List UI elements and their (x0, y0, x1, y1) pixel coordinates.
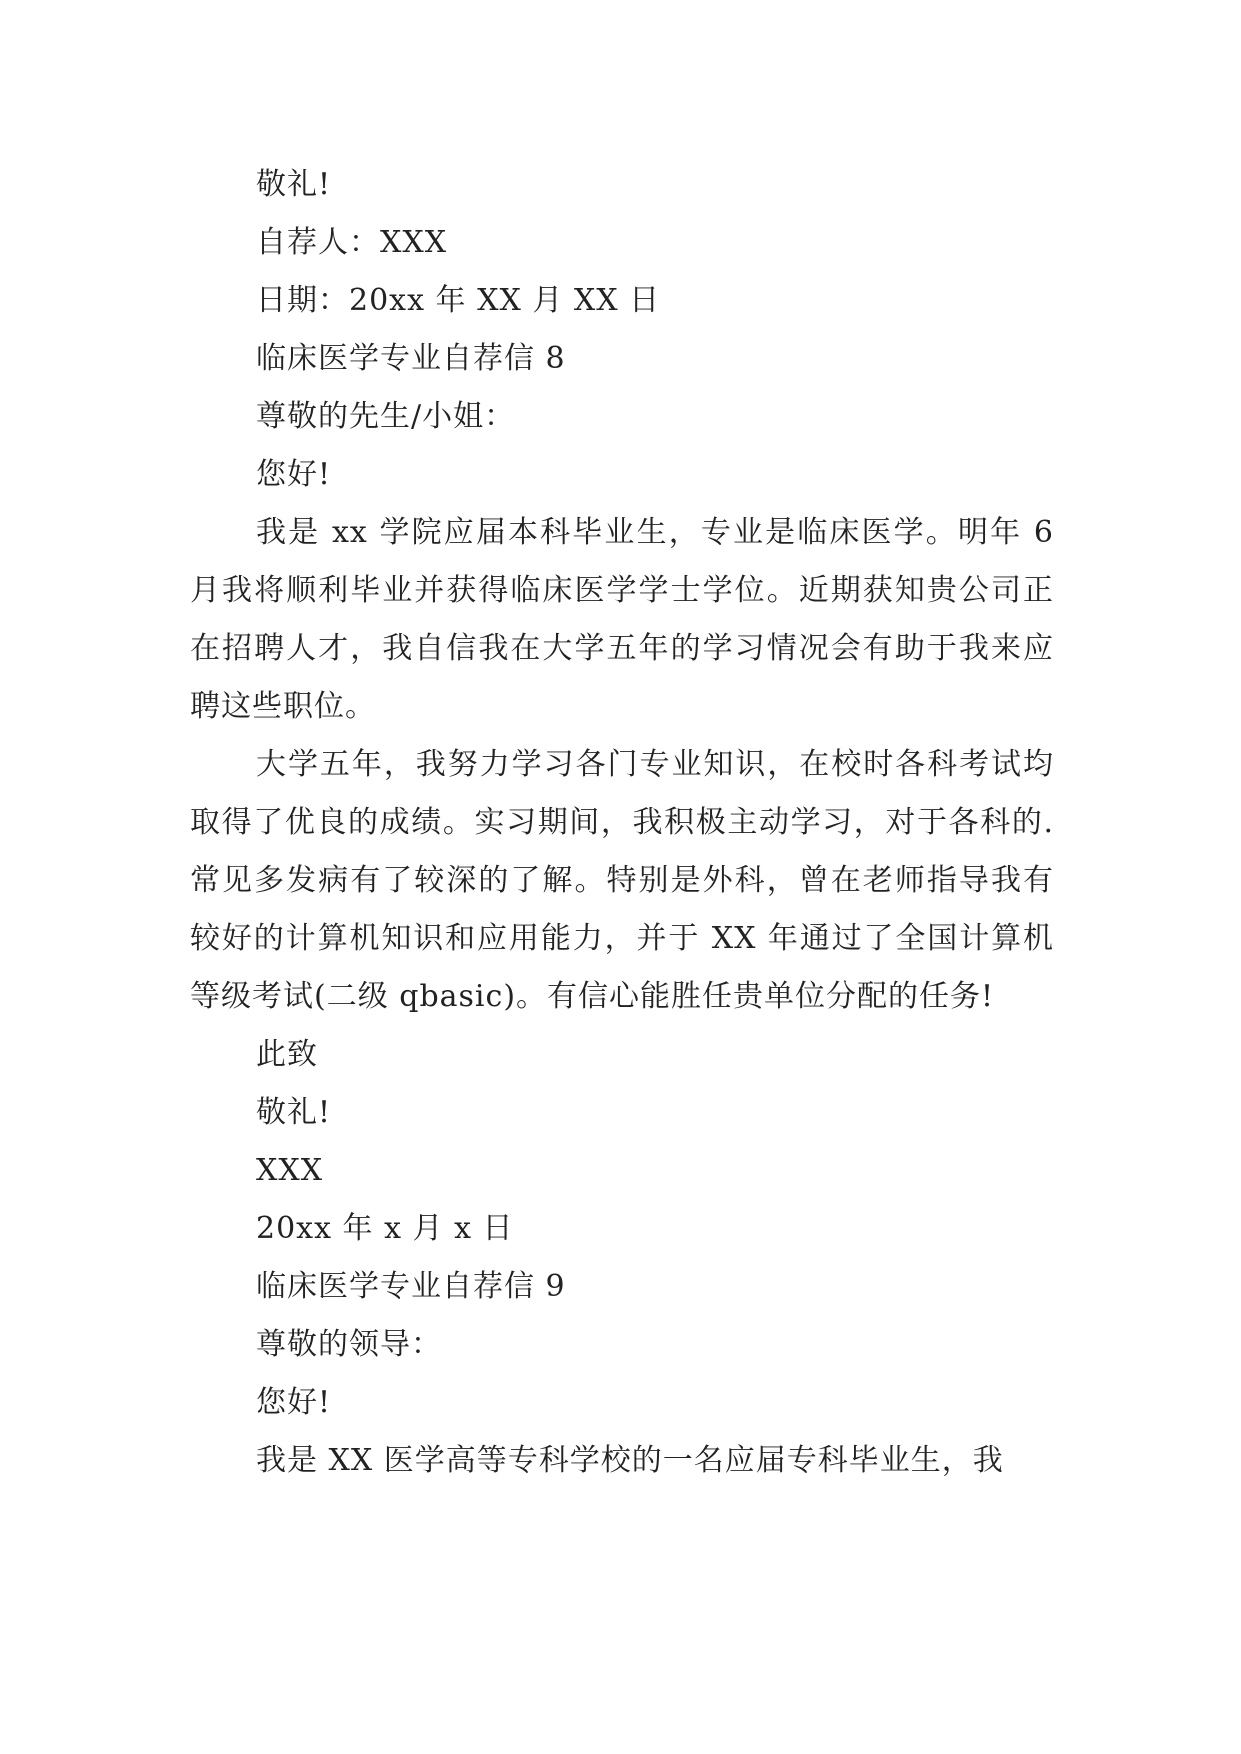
letter-title: 临床医学专业自荐信 9 (256, 1269, 566, 1304)
closing-line: 敬礼! (256, 1095, 332, 1130)
date-line: 20xx 年 x 月 x 日 (256, 1211, 514, 1246)
salutation-line: 尊敬的先生/小姐： (256, 399, 516, 434)
letter-body (190, 156, 1054, 1490)
body-paragraph: 我是 XX 医学高等专科学校的一名应届专科毕业生，我 (256, 1443, 1004, 1478)
signer-line: XXX (256, 1153, 324, 1188)
letter-title: 临床医学专业自荐信 8 (256, 341, 566, 376)
greeting-line: 您好! (256, 457, 332, 492)
regards-line: 此致 (256, 1037, 318, 1072)
salutation-line: 尊敬的领导： (256, 1327, 442, 1362)
greeting-line: 您好! (256, 1385, 332, 1420)
signer-line: 自荐人：XXX (256, 225, 448, 260)
date-line: 日期：20xx 年 XX 月 XX 日 (256, 283, 661, 318)
body-paragraph: 大学五年，我努力学习各门专业知识，在校时各科考试均取得了优良的成绩。实习期间，我积极主动学习，对于各科的.常见多发病有了较深的了解。特别是外科，曾在老师指导我有较好的计算机知识和应用能力，并于 XX 年通过了全国计算机等级考试(二级 qbasic)。有信心能胜任贵单位分配的任务! (190, 747, 1054, 1014)
body-paragraph: 我是 xx 学院应届本科毕业生，专业是临床医学。明年 6 月我将顺利毕业并获得临床医学学士学位。近期获知贵公司正在招聘人才，我自信我在大学五年的学习情况会有助于我来应聘这些职位。 (190, 515, 1054, 724)
closing-line: 敬礼! (256, 167, 332, 202)
